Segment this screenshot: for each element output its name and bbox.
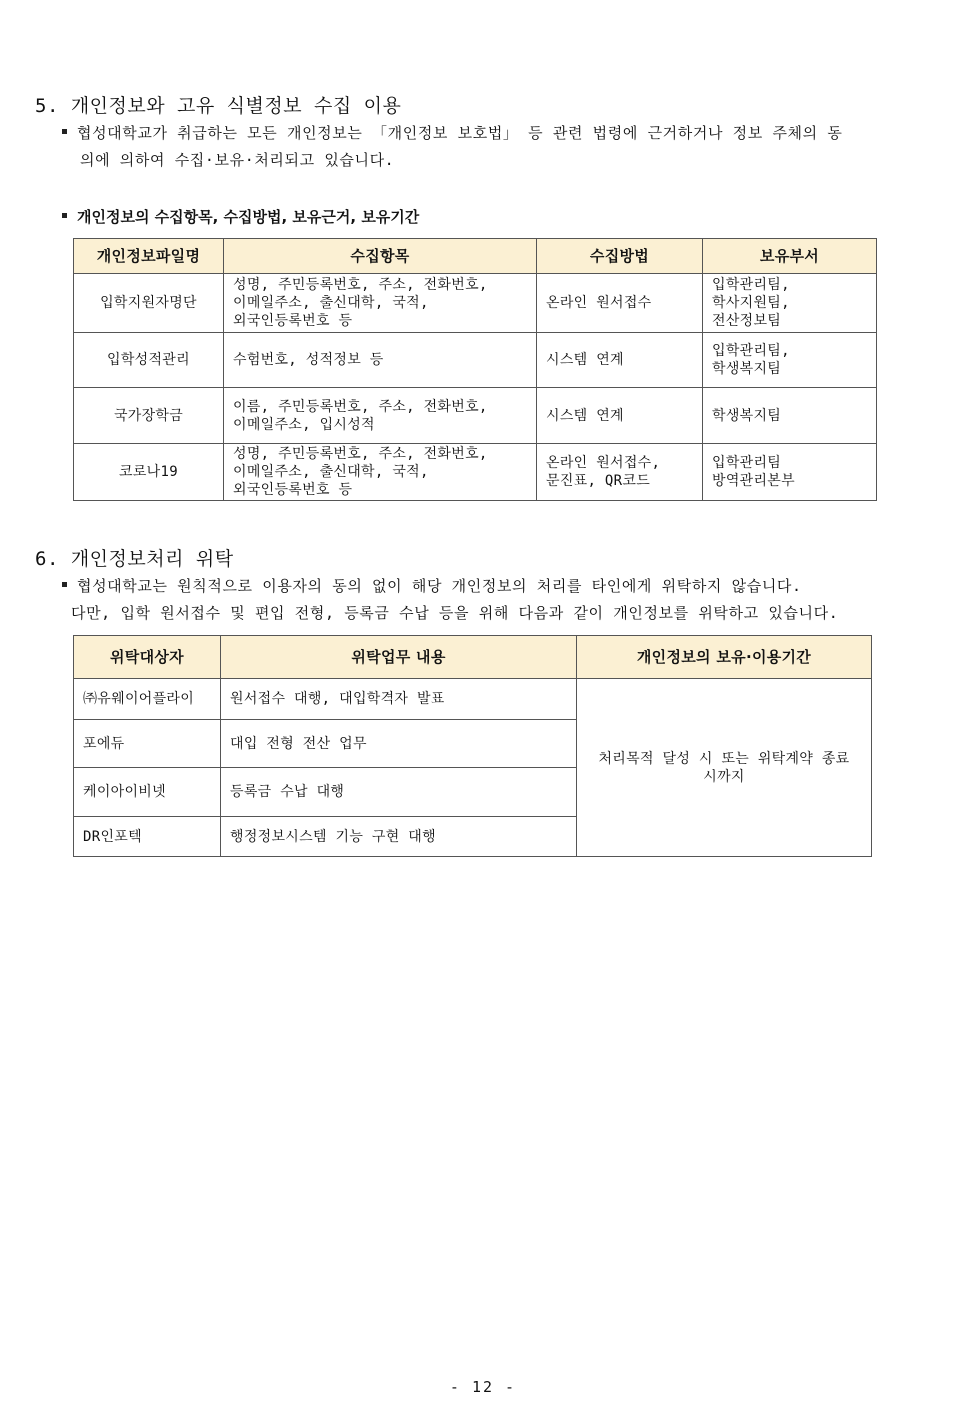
method-line: 시스템 연계 bbox=[546, 407, 624, 424]
section5-subheading-wrap bbox=[62, 206, 419, 227]
section6-line1: 협성대학교는 원칙적으로 이용자의 동의 없이 해당 개인정보의 처리를 타인에게 위탁하지 않습니다. bbox=[77, 577, 802, 595]
method-cell bbox=[537, 274, 703, 333]
bullet-icon bbox=[62, 213, 67, 218]
task-cell: 원서접수 대행, 대입학격자 발표 bbox=[221, 679, 577, 720]
header-file-name: 개인정보파일명 bbox=[74, 239, 224, 274]
header-items: 수집항목 bbox=[224, 239, 537, 274]
period-line2: 시까지 bbox=[703, 768, 745, 785]
dept-line: 전산정보팀 bbox=[712, 313, 782, 329]
dept-cell bbox=[703, 274, 877, 333]
section6-intro bbox=[62, 573, 942, 627]
dept-cell bbox=[703, 333, 877, 388]
items-cell bbox=[224, 444, 537, 501]
method-line: 온라인 원서접수, bbox=[546, 455, 661, 471]
bullet-icon bbox=[62, 129, 67, 134]
items-line: 성명, 주민등록번호, 주소, 전화번호, bbox=[233, 277, 488, 293]
items-line: 외국인등록번호 등 bbox=[233, 482, 353, 498]
file-name-cell: 입학지원자명단 bbox=[74, 274, 224, 333]
outsourcing-table-header bbox=[74, 636, 872, 679]
items-line: 수험번호, 성적정보 등 bbox=[233, 352, 384, 368]
file-name-cell: 국가장학금 bbox=[74, 388, 224, 444]
company-cell: ㈜유웨이어플라이 bbox=[74, 679, 221, 720]
period-cell bbox=[577, 679, 872, 857]
file-name-cell: 코로나19 bbox=[74, 444, 224, 501]
items-cell bbox=[224, 274, 537, 333]
items-line: 이메일주소, 출신대학, 국적, bbox=[233, 295, 429, 311]
header-method: 수집방법 bbox=[537, 239, 703, 274]
method-line: 온라인 원서접수 bbox=[546, 295, 652, 311]
method-cell bbox=[537, 444, 703, 501]
method-cell bbox=[537, 388, 703, 444]
dept-line: 방역관리본부 bbox=[712, 473, 795, 489]
table-row bbox=[74, 274, 877, 333]
page-number: - 12 - bbox=[449, 1378, 517, 1396]
items-line: 성명, 주민등록번호, 주소, 전화번호, bbox=[233, 446, 488, 462]
file-name-cell: 입학성적관리 bbox=[74, 333, 224, 388]
section5-title: 5. 개인정보와 고유 식별정보 수집 이용 bbox=[35, 95, 402, 117]
items-line: 이메일주소, 입시성적 bbox=[233, 416, 375, 433]
items-line: 이름, 주민등록번호, 주소, 전화번호, bbox=[233, 398, 488, 415]
company-cell: 케이아이비넷 bbox=[74, 768, 221, 817]
dept-line: 학생복지팀 bbox=[712, 361, 782, 377]
dept-cell bbox=[703, 388, 877, 444]
dept-line: 입학관리팀, bbox=[712, 277, 790, 293]
table-row bbox=[74, 679, 872, 720]
section5-intro-line2: 의에 의하여 수집·보유·처리되고 있습니다. bbox=[80, 151, 395, 169]
dept-cell bbox=[703, 444, 877, 501]
header-task: 위탁업무 내용 bbox=[221, 636, 577, 679]
dept-line: 학생복지팀 bbox=[712, 407, 782, 424]
dept-line: 학사지원팀, bbox=[712, 295, 790, 311]
method-line: 시스템 연계 bbox=[546, 352, 624, 368]
collection-table bbox=[73, 238, 877, 501]
method-cell bbox=[537, 333, 703, 388]
section6-title: 6. 개인정보처리 위탁 bbox=[35, 548, 234, 570]
outsourcing-table bbox=[73, 635, 872, 857]
section5-subheading: 개인정보의 수집항목, 수집방법, 보유근거, 보유기간 bbox=[77, 208, 420, 226]
company-cell: 포에듀 bbox=[74, 720, 221, 768]
task-cell: 행정정보시스템 기능 구현 대행 bbox=[221, 817, 577, 857]
period-line1: 처리목적 달성 시 또는 위탁계약 종료 bbox=[598, 750, 850, 767]
table-row bbox=[74, 333, 877, 388]
header-dept: 보유부서 bbox=[703, 239, 877, 274]
company-cell: DR인포텍 bbox=[74, 817, 221, 857]
section5-intro-line1: 협성대학교가 취급하는 모든 개인정보는 「개인정보 보호법」 등 관련 법령에 근거하거나 정보 주체의 동 bbox=[77, 124, 843, 142]
table-row bbox=[74, 444, 877, 501]
items-line: 외국인등록번호 등 bbox=[233, 313, 353, 329]
section6-line2: 다만, 입학 원서접수 및 편입 전형, 등록금 수납 등을 위해 다음과 같이 개인정보를 위탁하고 있습니다. bbox=[71, 604, 839, 622]
task-cell: 등록금 수납 대행 bbox=[221, 768, 577, 817]
bullet-icon bbox=[62, 582, 67, 587]
method-line: 문진표, QR코드 bbox=[546, 473, 651, 489]
collection-table-header bbox=[74, 239, 877, 274]
items-line: 이메일주소, 출신대학, 국적, bbox=[233, 464, 429, 480]
dept-line: 입학관리팀, bbox=[712, 343, 790, 359]
table-row bbox=[74, 388, 877, 444]
header-company: 위탁대상자 bbox=[74, 636, 221, 679]
header-period: 개인정보의 보유·이용기간 bbox=[577, 636, 872, 679]
items-cell bbox=[224, 388, 537, 444]
task-cell: 대입 전형 전산 업무 bbox=[221, 720, 577, 768]
section5-intro bbox=[62, 120, 942, 174]
dept-line: 입학관리팀 bbox=[712, 455, 782, 471]
items-cell bbox=[224, 333, 537, 388]
